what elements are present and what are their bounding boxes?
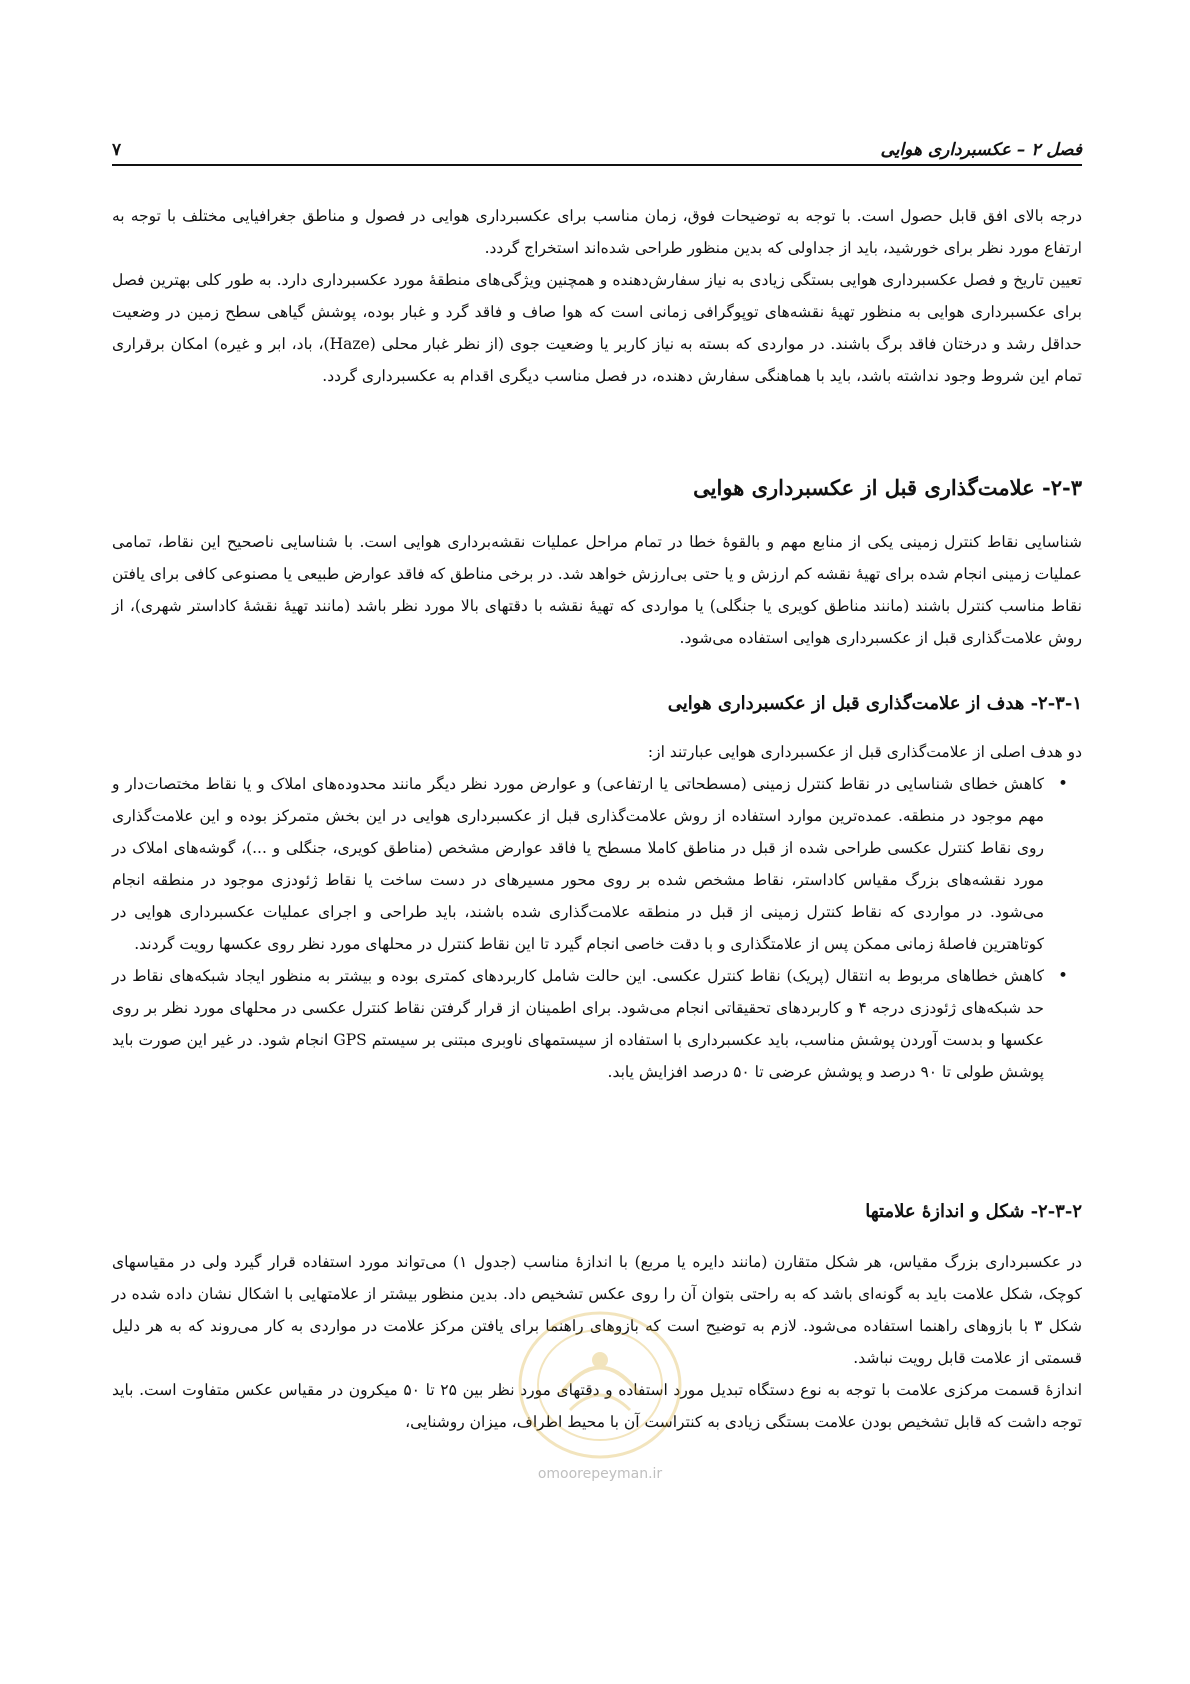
section-2-3-2-paragraph-1: در عکسبرداری بزرگ مقیاس، هر شکل متقارن (مانند دایره یا مربع) با اندازهٔ مناسب (جدول ۱) می‌تواند مورد استفاده قرار گیرد ولی در مقیاسهای کوچک، شکل علامت باید به گونه‌ای باشد که به راحتی بتوان آن را روی عکس تشخیص داد. بدین منظور بیشتر از علامتهایی با اشکال نشان داده شده در شکل ۳ با بازوهای راهنما استفاده می‌شود. لازم به توضیح است که بازوهای راهنما برای یافتن مرکز علامت در مواردی به کار می‌روند که به هر دلیل قسمتی از علامت قابل رویت نباشد.: [112, 1253, 1082, 1367]
section-heading-2-3: ۲-۳- علامت‌گذاری قبل از عکسبرداری هوایی: [693, 475, 1082, 500]
section-2-3-1: [112, 688, 1082, 720]
goal-bullet-2: • کاهش خطاهای مربوط به انتقال (پریک) نقاط کنترل عکسی. این حالت شامل کاربردهای کمتری بوده و بیشتر به منظور ایجاد شبکه‌های نقاط در حد شبکه‌های ژئودزی درجه ۴ و کاربردهای تحقیقاتی انجام می‌شود. برای اطمینان از قرار گرفتن نقاط کنترل عکسی در محلهای مورد نظر بر روی عکسها و بدست آوردن پوشش مناسب، باید عکسبرداری با استفاده از سیستمهای ناوبری مبتنی بر سیستم GPS انجام شود. در غیر این صورت باید پوشش طولی تا ۹۰ درصد و پوشش عرضی تا ۵۰ درصد افزایش یابد.: [112, 960, 1044, 1088]
section-2-3: [112, 472, 1082, 504]
section-2-3-2: [112, 1196, 1082, 1228]
section-heading-2-3-2: ۲-۳-۲- شکل و اندازهٔ علامتها: [865, 1201, 1082, 1222]
document-page: [112, 0, 1082, 1684]
intro-paragraph-2: تعیین تاریخ و فصل عکسبرداری هوایی بستگی زیادی به نیاز سفارش‌دهنده و همچنین ویژگی‌های منطقهٔ مورد عکسبرداری دارد. به طور کلی بهترین فصل برای عکسبرداری هوایی به منظور تهیهٔ نقشه‌های توپوگرافی زمانی است که هوا صاف و فاقد گرد و غبار بوده، پوشش گیاهی سطح زمین در وضعیت حداقل رشد و درختان فاقد برگ باشند. در مواردی که بسته به نیاز کاربر یا وضعیت جوی (از نظر غبار محلی (Haze)، باد، ابر و غیره) امکان برقراری تمام این شروط وجود نداشته باشد، باید با هماهنگی سفارش دهنده، در فصل مناسب دیگری اقدام به عکسبرداری گردد.: [112, 271, 1082, 385]
section-2-3-2-paragraph-2: اندازهٔ قسمت مرکزی علامت با توجه به نوع دستگاه تبدیل مورد استفاده و دقتهای مورد نظر بین ۲۵ تا ۵۰ میکرون در مقیاس عکس متفاوت است. باید توجه داشت که قابل تشخیص بودن علامت بستگی زیادی به کنتراست آن با محیط اطراف، میزان روشنایی،: [112, 1381, 1083, 1431]
section-heading-2-3-1: ۲-۳-۱- هدف از علامت‌گذاری قبل از عکسبرداری هوایی: [667, 693, 1082, 714]
section-2-3-2-body: [112, 1246, 1082, 1438]
page-number: ۷: [112, 140, 122, 160]
running-title: فصل ۲ – عکسبرداری هوایی: [880, 140, 1082, 160]
watermark-url: omoorepeyman.ir: [537, 1466, 663, 1482]
goal-bullet-list: [112, 768, 1082, 1088]
intro-block: [112, 200, 1082, 392]
section-2-3-body: [112, 526, 1082, 654]
section-2-3-1-body: [112, 736, 1082, 1088]
intro-paragraph-1: درجه بالای افق قابل حصول است. با توجه به توضیحات فوق، زمان مناسب برای عکسبرداری هوایی در فصول و مناطق جغرافیایی مختلف با توجه به ارتفاع مورد نظر برای خورشید، باید از جداولی که بدین منظور طراحی شده‌اند استخراج گردد.: [112, 207, 1082, 257]
section-2-3-paragraph: شناسایی نقاط کنترل زمینی یکی از منابع مهم و بالقوهٔ خطا در تمام مراحل عملیات نقشه‌برداری هوایی است. با شناسایی ناصحیح این نقاط، تمامی عملیات زمینی انجام شده برای تهیهٔ نقشه کم ارزش و یا حتی بی‌ارزش خواهد شد. در برخی مناطق که فاقد عوارض طبیعی یا مصنوعی کافی برای یافتن نقاط مناسب کنترل باشند (مانند مناطق کویری یا جنگلی) یا مواردی که تهیهٔ نقشه با دقتهای بالا مورد نظر باشد (مانند تهیهٔ نقشهٔ کاداستر شهری)، از روش علامت‌گذاری قبل از عکسبرداری هوایی استفاده می‌شود.: [112, 533, 1082, 647]
running-header: [112, 128, 1082, 166]
section-2-3-1-intro: دو هدف اصلی از علامت‌گذاری قبل از عکسبرداری هوایی عبارتند از:: [647, 743, 1082, 761]
goal-bullet-1: • کاهش خطای شناسایی در نقاط کنترل زمینی (مسطحاتی یا ارتفاعی) و عوارض مورد نظر دیگر مانند محدوده‌های املاک و یا نقاط مختصات‌دار و مهم موجود در منطقه. عمده‌ترین موارد استفاده از روش علامت‌گذاری قبل از عکسبرداری هوایی در این بخش متمرکز بوده و این علامت‌گذاری روی نقاط کنترل عکسی طراحی شده از قبل در مناطق کاملا مسطح یا فاقد عوارض مشخص (مناطق کویری، جنگلی و ...)، گوشه‌های املاک در مورد نقشه‌های بزرگ مقیاس کاداستر، نقاط مشخص شده بر روی محور مسیرهای در دست ساخت یا نقاط ژئودزی موجود در منطقه انجام می‌شود. در مواردی که نقاط کنترل زمینی از قبل در منطقه علامت‌گذاری شده باشند، باید طراحی و اجرای عملیات عکسبرداری هوایی در کوتاهترین فاصلهٔ زمانی ممکن پس از علامتگذاری و با دقت خاصی انجام گیرد تا این نقاط کنترل در محلهای مورد نظر روی عکسها رویت گردند.: [112, 768, 1044, 960]
